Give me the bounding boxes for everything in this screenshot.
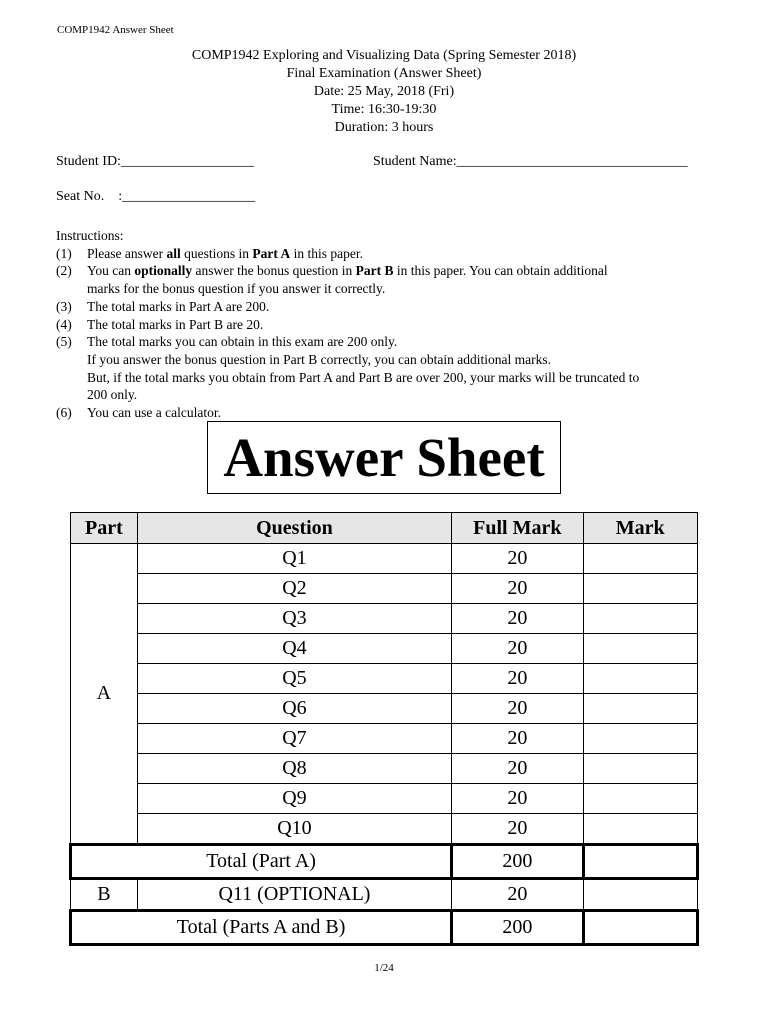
student-id-field[interactable]: Student ID:___________________ — [56, 154, 254, 169]
instruction-item: (1) Please answer all questions in Part A in this paper. — [56, 245, 364, 261]
full-mark-cell: 20 — [452, 814, 583, 845]
question-cell: Q1 — [137, 544, 451, 574]
mark-cell[interactable] — [583, 694, 698, 724]
seat-no-field[interactable]: Seat No. :___________________ — [56, 189, 256, 204]
table-row — [71, 544, 698, 574]
total-parts-ab-full-mark: 200 — [452, 911, 583, 945]
question-cell: Q3 — [137, 604, 451, 634]
full-mark-cell: 20 — [452, 634, 583, 664]
table-row — [71, 664, 698, 694]
question-cell: Q9 — [137, 784, 451, 814]
instruction-item: (5) The total marks you can obtain in this exam are 200 only. If you answer the bonus question in Part B correctly, you can obtain additional marks. But, if the total marks you obtain from Part A and Part B are over 200, your marks will be truncated to 200 only. — [56, 334, 640, 403]
part-a-cell: A — [71, 544, 138, 845]
table-header-row — [71, 513, 698, 544]
total-parts-ab-mark-cell[interactable] — [583, 911, 698, 945]
header-question: Question — [137, 513, 451, 544]
mark-cell[interactable] — [583, 814, 698, 845]
total-part-a-mark-cell[interactable] — [583, 845, 698, 879]
exam-type: Final Examination (Answer Sheet) — [286, 66, 482, 81]
mark-cell[interactable] — [583, 574, 698, 604]
question-cell: Q4 — [137, 634, 451, 664]
table-row — [71, 784, 698, 814]
question-cell: Q10 — [137, 814, 451, 845]
total-parts-ab-label: Total (Parts A and B) — [71, 911, 452, 945]
full-mark-cell: 20 — [452, 604, 583, 634]
instruction-item: (3) The total marks in Part A are 200. — [56, 298, 270, 314]
question-cell: Q2 — [137, 574, 451, 604]
question-cell: Q8 — [137, 754, 451, 784]
question-cell: Q5 — [137, 664, 451, 694]
full-mark-cell: 20 — [452, 694, 583, 724]
question-cell: Q11 (OPTIONAL) — [137, 879, 451, 911]
mark-cell[interactable] — [583, 784, 698, 814]
mark-cell[interactable] — [583, 634, 698, 664]
header-mark: Mark — [583, 513, 698, 544]
mark-cell[interactable] — [583, 879, 698, 911]
instruction-item: (6) You can use a calculator. — [56, 405, 221, 421]
table-row — [71, 694, 698, 724]
mark-cell[interactable] — [583, 754, 698, 784]
mark-cell[interactable] — [583, 664, 698, 694]
full-mark-cell: 20 — [452, 544, 583, 574]
total-part-a-full-mark: 200 — [452, 845, 583, 879]
table-row — [71, 879, 698, 911]
course-title: COMP1942 Exploring and Visualizing Data (Spring Semester 2018) — [191, 48, 577, 63]
exam-duration: Duration: 3 hours — [334, 120, 434, 135]
part-b-cell: B — [71, 879, 138, 911]
full-mark-cell: 20 — [452, 754, 583, 784]
instructions — [56, 227, 736, 422]
exam-title-block — [0, 47, 768, 137]
full-mark-cell: 20 — [452, 724, 583, 754]
marks-table — [69, 512, 699, 946]
running-header: COMP1942 Answer Sheet — [57, 24, 174, 36]
answer-sheet-title: Answer Sheet — [207, 421, 561, 494]
exam-date: Date: 25 May, 2018 (Fri) — [313, 84, 455, 99]
question-cell: Q7 — [137, 724, 451, 754]
instruction-item: (2) You can optionally answer the bonus question in Part B in this paper. You can obtain additional marks for the bonus question if you answer it correctly. — [56, 263, 608, 297]
total-part-a-label: Total (Part A) — [71, 845, 452, 879]
total-part-a-row — [71, 845, 698, 879]
table-row — [71, 724, 698, 754]
full-mark-cell: 20 — [452, 879, 583, 911]
header-part: Part — [71, 513, 138, 544]
question-cell: Q6 — [137, 694, 451, 724]
table-row — [71, 634, 698, 664]
student-name-field[interactable]: Student Name:_________________________________ — [373, 154, 688, 169]
header-full-mark: Full Mark — [452, 513, 583, 544]
mark-cell[interactable] — [583, 724, 698, 754]
full-mark-cell: 20 — [452, 574, 583, 604]
full-mark-cell: 20 — [452, 784, 583, 814]
instructions-heading: Instructions: — [56, 228, 124, 243]
full-mark-cell: 20 — [452, 664, 583, 694]
table-row — [71, 574, 698, 604]
total-parts-ab-row — [71, 911, 698, 945]
mark-cell[interactable] — [583, 604, 698, 634]
table-row — [71, 814, 698, 845]
table-row — [71, 604, 698, 634]
page-number: 1/24 — [374, 962, 394, 974]
mark-cell[interactable] — [583, 544, 698, 574]
instruction-item: (4) The total marks in Part B are 20. — [56, 316, 264, 332]
table-row — [71, 754, 698, 784]
exam-time: Time: 16:30-19:30 — [331, 102, 437, 117]
